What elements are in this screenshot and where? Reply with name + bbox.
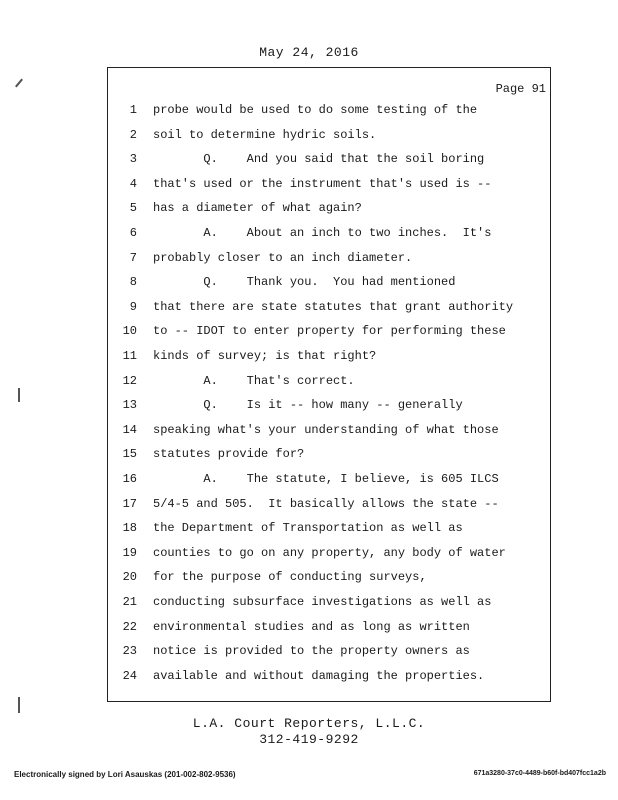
line-text: A. About an inch to two inches. It's xyxy=(153,226,492,240)
scan-mark xyxy=(18,697,20,713)
line-text: kinds of survey; is that right? xyxy=(153,349,377,363)
line-text: available and without damaging the properties. xyxy=(153,668,485,683)
line-number: 1 xyxy=(129,103,137,117)
transcript-line xyxy=(107,374,551,394)
line-number: 21 xyxy=(122,595,137,609)
line-number: 19 xyxy=(122,545,137,560)
line-number: 3 xyxy=(129,152,137,167)
transcript-line xyxy=(107,349,551,369)
line-number: 14 xyxy=(122,422,137,437)
line-number: 9 xyxy=(129,299,137,314)
line-text: Q. Thank you. You had mentioned xyxy=(153,275,456,290)
line-number: 10 xyxy=(122,324,137,339)
transcript-line xyxy=(107,423,551,443)
line-number: 22 xyxy=(122,619,137,634)
line-number: 24 xyxy=(122,668,137,683)
line-text: conducting subsurface investigations as well as xyxy=(153,595,492,609)
line-text: speaking what's your understanding of what those xyxy=(153,422,499,437)
line-number: 5 xyxy=(129,201,137,216)
line-text: Q. Is it -- how many -- generally xyxy=(153,398,463,413)
transcript-line xyxy=(107,226,551,246)
line-number: 20 xyxy=(122,570,137,585)
transcript-line xyxy=(107,595,551,615)
line-number: 4 xyxy=(129,176,137,191)
line-number: 7 xyxy=(129,250,137,265)
transcript-line xyxy=(107,275,551,295)
transcript-line xyxy=(107,521,551,541)
line-number: 12 xyxy=(122,373,137,388)
transcript-line xyxy=(107,324,551,344)
transcript-line xyxy=(107,669,551,689)
transcript-line xyxy=(107,546,551,566)
transcript-line xyxy=(107,472,551,492)
transcript-line xyxy=(107,620,551,640)
line-number: 17 xyxy=(122,496,137,511)
transcript-line xyxy=(107,152,551,172)
line-text: to -- IDOT to enter property for performing these xyxy=(153,324,506,339)
document-id: 671a3280-37c0-4489-b60f-bd407fcc1a2b xyxy=(473,770,606,777)
electronic-signature-note: Electronically signed by Lori Asauskas (201-002-802-9536) xyxy=(14,770,236,779)
scan-mark xyxy=(15,79,23,88)
line-text: notice is provided to the property owners as xyxy=(153,644,470,659)
transcript-line xyxy=(107,103,551,123)
court-reporter-firm: L.A. Court Reporters, L.L.C. xyxy=(192,716,426,731)
line-text: A. The statute, I believe, is 605 ILCS xyxy=(153,472,499,486)
transcript-line xyxy=(107,447,551,467)
line-text: has a diameter of what again? xyxy=(153,201,362,216)
line-number: 11 xyxy=(122,349,137,363)
line-text: environmental studies and as long as written xyxy=(153,619,470,634)
line-text: probably closer to an inch diameter. xyxy=(153,250,413,265)
line-text: the Department of Transportation as well as xyxy=(153,521,463,536)
line-number: 16 xyxy=(122,472,137,486)
court-reporter-phone: 312-419-9292 xyxy=(259,732,359,747)
line-number: 15 xyxy=(122,447,137,462)
line-text: soil to determine hydric soils. xyxy=(153,127,377,142)
line-text: for the purpose of conducting surveys, xyxy=(153,570,427,585)
page-number: Page 91 xyxy=(495,82,546,96)
transcript-line xyxy=(107,128,551,148)
line-text: that's used or the instrument that's used is -- xyxy=(153,176,492,191)
line-number: 18 xyxy=(122,521,137,536)
line-text: A. That's correct. xyxy=(153,373,355,388)
line-text: 5/4-5 and 505. It basically allows the state -- xyxy=(153,496,499,511)
transcript-date: May 24, 2016 xyxy=(259,45,359,60)
transcript-line xyxy=(107,570,551,590)
transcript-line xyxy=(107,251,551,271)
line-number: 13 xyxy=(122,398,137,413)
transcript-line xyxy=(107,177,551,197)
line-number: 6 xyxy=(129,226,137,240)
transcript-line xyxy=(107,398,551,418)
transcript-line xyxy=(107,644,551,664)
transcript-line xyxy=(107,300,551,320)
line-number: 2 xyxy=(129,127,137,142)
line-text: probe would be used to do some testing of the xyxy=(153,103,478,117)
line-text: that there are state statutes that grant authority xyxy=(153,299,514,314)
line-text: Q. And you said that the soil boring xyxy=(153,152,485,167)
scan-mark xyxy=(18,388,20,402)
transcript-line xyxy=(107,497,551,517)
line-number: 8 xyxy=(129,275,137,290)
line-text: statutes provide for? xyxy=(153,447,305,462)
line-text: counties to go on any property, any body of water xyxy=(153,545,506,560)
line-number: 23 xyxy=(122,644,137,659)
transcript-line xyxy=(107,201,551,221)
